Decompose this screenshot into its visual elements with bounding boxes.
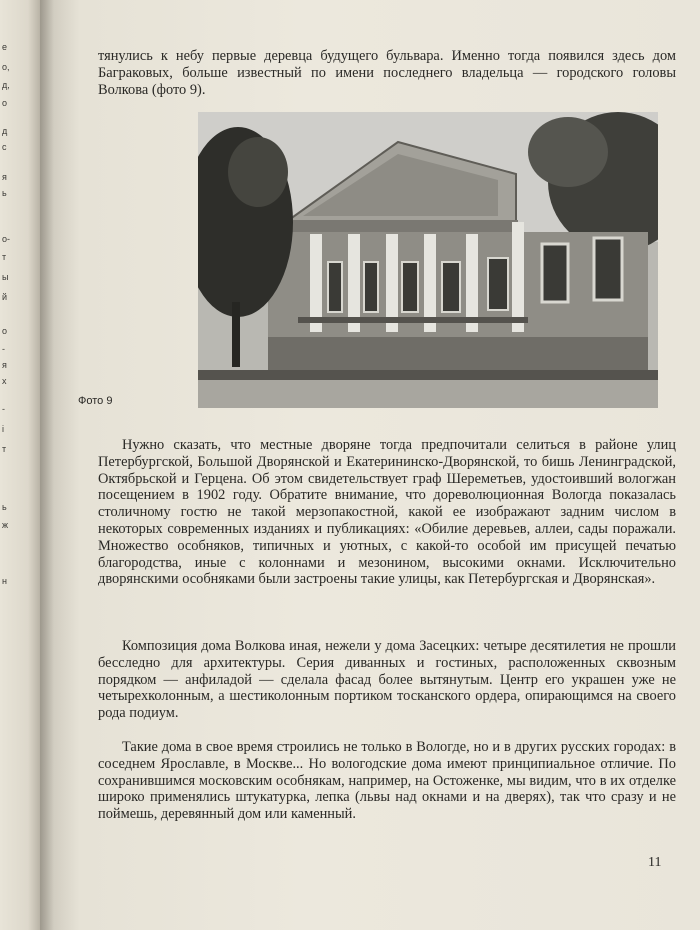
left-page-fragment: т [2, 252, 7, 262]
house-photo [198, 112, 658, 408]
left-page-edge [0, 0, 40, 930]
left-page-fragment: ы [2, 272, 9, 282]
paragraph-intro: тянулись к небу первые деревца будущего бульвара. Именно тогда появился здесь дом Баграковых, больше известный по имени последнего владельца — городского головы Волкова (фото 9). [98, 48, 676, 98]
left-page-fragment: - [2, 404, 5, 414]
paragraph-nobility: Нужно сказать, что местные дворяне тогда предпочитали селиться в районе улиц Петербургской, Большой Дворянской и Екатерининско-Дворянской, то бишь Ленинградской, Октябрьской и Герцена. Об этом свидетельствует граф Шереметьев, удостоивший вологжан посещением в 1902 году. Обратите внимание, что дореволюционная Вологда показалась столичному гостю не такой мерзопакостной, какой ее изображают задним числом в некоторых современных изданиях и публикациях: «Обилие деревьев, аллеи, сады поражали. Множество особняков, типичных и уютных, с какой-то особой им присущей печатью благородства, иные с колоннами и мезонином, высокими окнами. Исключительно дворянскими особняками были застроены такие улицы, как Петербургская и Дворянская». [98, 437, 676, 588]
left-page-fragment: д [2, 126, 8, 136]
house-illustration [198, 112, 658, 408]
left-page-fragment: о- [2, 234, 11, 244]
page-number: 11 [648, 855, 662, 870]
paragraph-composition: Композиция дома Волкова иная, нежели у дома Засецких: четыре десятилетия не прошли бесследно для архитектуры. Серия диванных и гостиных, расположенных сквозным порядком — анфиладой — сделала фасад более вытянутым. Центр его украшен уже не четырехколонным, а шестиколонным портиком тосканского ордера, опирающимся на своего рода подиум. [98, 638, 676, 722]
left-page-fragment: я [2, 360, 7, 370]
left-page-fragment: й [2, 292, 8, 302]
book-page [40, 0, 700, 930]
left-page-fragment: я [2, 172, 7, 182]
left-page-fragment: т [2, 444, 7, 454]
left-page-fragment: д, [2, 80, 10, 90]
left-page-fragment: ь [2, 188, 7, 198]
left-page-fragment: о [2, 326, 8, 336]
left-page-fragment: - [2, 344, 5, 354]
photo-caption: Фото 9 [78, 395, 113, 407]
left-page-fragment: і [2, 424, 4, 434]
left-page-fragment: с [2, 142, 7, 152]
left-page-fragment: е [2, 42, 8, 52]
left-page-fragment: о [2, 98, 8, 108]
gutter-shadow [40, 0, 54, 930]
left-page-fragment: ь [2, 502, 7, 512]
left-page-fragment: н [2, 576, 7, 586]
paragraph-other-cities: Такие дома в свое время строились не только в Вологде, но и в других русских городах: в соседнем Ярославле, в Москве... Но вологодские дома имеют принципиальное отличие. По сохранившимся московским особнякам, например, на Остоженке, мы видим, что в их отделке широко применялись штукатурка, лепка (львы над окнами и на дверях), так что сразу и не поймешь, деревянный дом или каменный. [98, 739, 676, 823]
left-page-fragment: х [2, 376, 7, 386]
left-page-fragment: о, [2, 62, 10, 72]
left-page-fragment: ж [2, 520, 9, 530]
